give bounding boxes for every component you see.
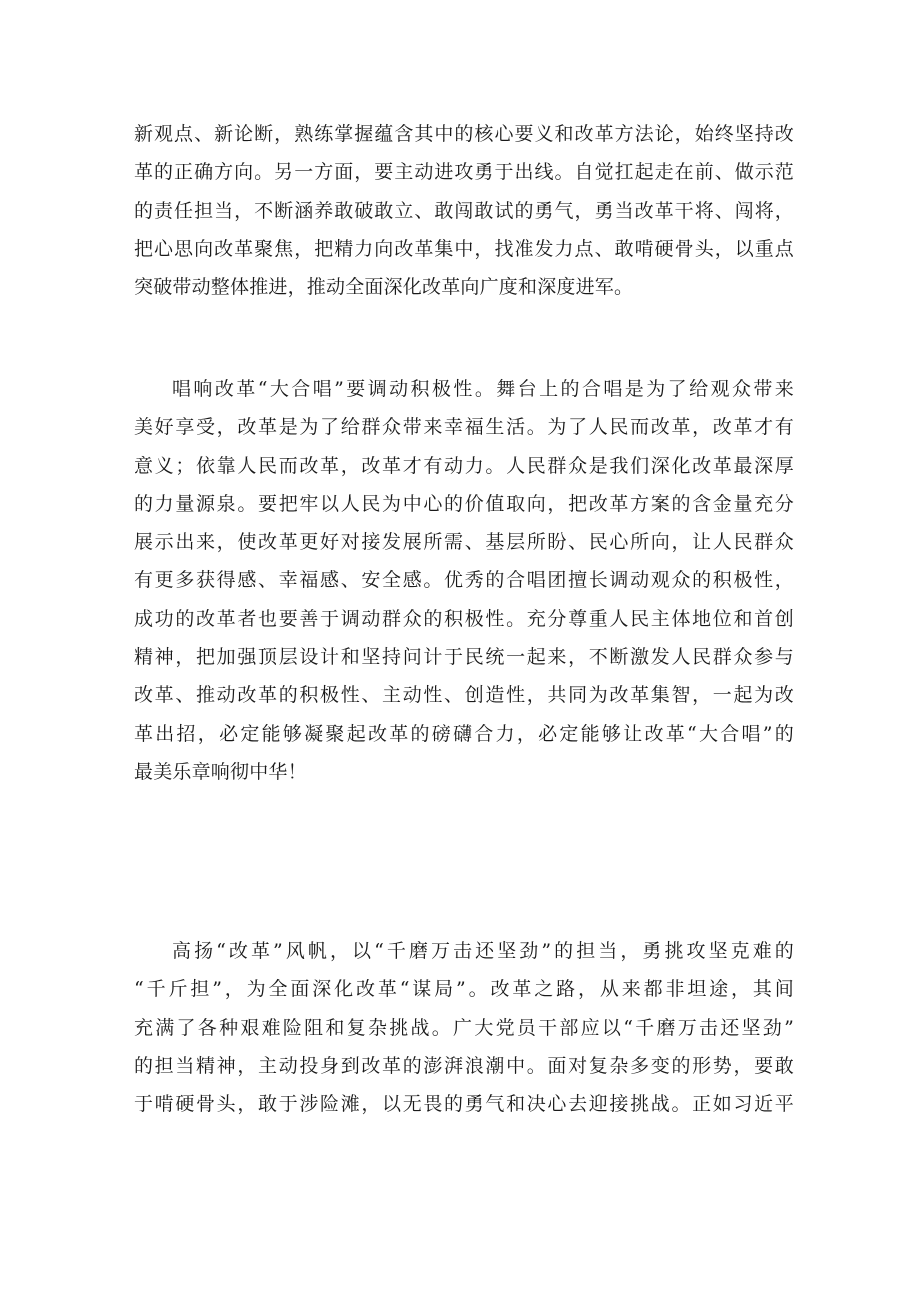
text-line: 有更多获得感、幸福感、安全感。优秀的合唱团擅长调动观众的积极性， (134, 569, 794, 592)
text-line: 最美乐章响彻中华！ (134, 760, 307, 783)
text-line: 充满了各种艰难险阻和复杂挑战。广大党员干部应以“千磨万击还坚劲” (134, 1016, 794, 1039)
text-line: 的责任担当，不断涵养敢破敢立、敢闯敢试的勇气，勇当改革干将、闯将， (134, 199, 794, 222)
text-line: 展示出来，使改革更好对接发展所需、基层所盼、民心所向，让人民群众 (134, 531, 794, 554)
paragraph-3 (134, 932, 794, 1123)
text-line: 意义；依靠人民而改革，改革才有动力。人民群众是我们深化改革最深厚 (134, 454, 794, 477)
text-line: 革出招，必定能够凝聚起改革的磅礴合力，必定能够让改革“大合唱”的 (134, 722, 794, 745)
text-line: “千斤担”，为全面深化改革“谋局”。改革之路，从来都非坦途，其间 (134, 978, 794, 1001)
paragraph-2 (134, 370, 794, 791)
text-line: 精神，把加强顶层设计和坚持问计于民统一起来，不断激发人民群众参与 (134, 646, 794, 669)
text-line: 新观点、新论断，熟练掌握蕴含其中的核心要义和改革方法论，始终坚持改 (134, 123, 794, 145)
text-line: 美好享受，改革是为了给群众带来幸福生活。为了人民而改革，改革才有 (134, 416, 794, 439)
text-line: 于啃硬骨头，敢于涉险滩，以无畏的勇气和决心去迎接挑战。正如习近平 (134, 1093, 794, 1116)
text-line: 唱响改革“大合唱”要调动积极性。舞台上的合唱是为了给观众带来 (172, 378, 794, 400)
text-line: 的担当精神，主动投身到改革的澎湃浪潮中。面对复杂多变的形势，要敢 (134, 1054, 794, 1077)
text-line: 革的正确方向。另一方面，要主动进攻勇于出线。自觉扛起走在前、做示范 (134, 161, 794, 184)
text-line: 成功的改革者也要善于调动群众的积极性。充分尊重人民主体地位和首创 (134, 607, 794, 630)
paragraph-1 (134, 115, 794, 306)
text-line: 把心思向改革聚焦，把精力向改革集中，找准发力点、敢啃硬骨头，以重点 (134, 237, 794, 260)
text-line: 突破带动整体推进，推动全面深化改革向广度和深度进军。 (134, 276, 634, 299)
text-line: 改革、推动改革的积极性、主动性、创造性，共同为改革集智，一起为改 (134, 684, 794, 707)
text-line: 高扬“改革”风帆，以“千磨万击还坚劲”的担当，勇挑攻坚克难的 (172, 940, 794, 962)
text-line: 的力量源泉。要把牢以人民为中心的价值取向，把改革方案的含金量充分 (134, 492, 794, 515)
